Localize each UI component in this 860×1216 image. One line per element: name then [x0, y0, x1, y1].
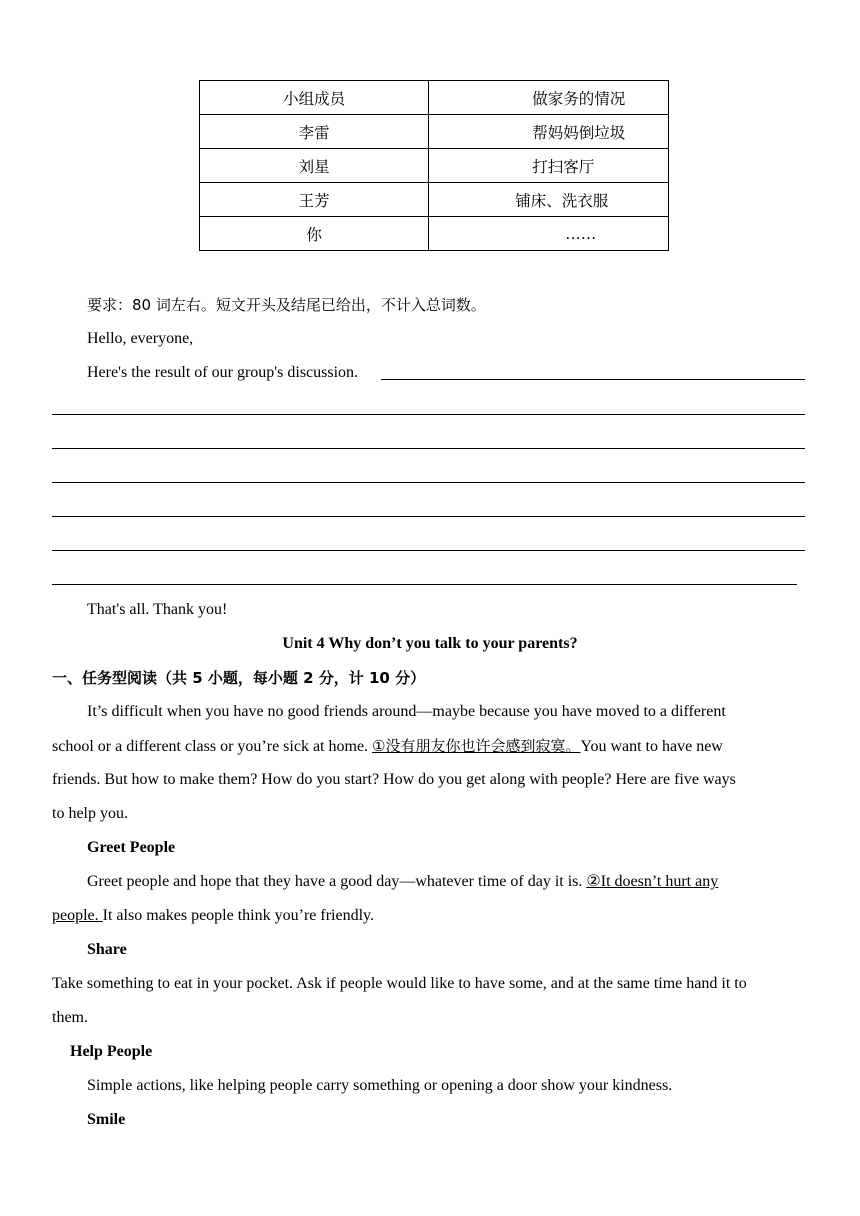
subheading-help-people: Help People: [70, 1043, 153, 1060]
answer-blank[interactable]: [52, 414, 805, 415]
passage-line: them.: [52, 1009, 88, 1026]
passage-line: [52, 736, 723, 757]
passage-line: to help you.: [52, 805, 128, 822]
table-cell-text: 帮妈妈倒垃圾: [532, 123, 626, 142]
table-header-cell: 小组成员: [200, 81, 429, 115]
translation-sentence-1: ①没有朋友你也许会感到寂寞。: [372, 737, 581, 755]
table-cell-chore: [429, 149, 669, 183]
table-cell-chore: [429, 115, 669, 149]
table-header-text: 做家务的情况: [532, 89, 626, 108]
table-cell-text: 铺床、洗衣服: [515, 191, 609, 210]
writing-closing: That's all. Thank you!: [87, 601, 228, 618]
subheading-smile: Smile: [87, 1111, 126, 1128]
writing-requirement: 要求：80 词左右。短文开头及结尾已给出，不计入总词数。: [87, 296, 486, 314]
translation-sentence-2-cont: people.: [52, 907, 103, 924]
table-cell-text: 打扫客厅: [532, 157, 595, 176]
passage-line: [52, 906, 374, 926]
translation-sentence-2: ②It doesn’t hurt any: [586, 873, 719, 890]
passage-text: school or a different class or you’re sick at home.: [52, 738, 373, 755]
table-cell-member: 你: [200, 217, 429, 251]
table-cell-chore: [429, 183, 669, 217]
table-row: [200, 149, 669, 183]
table-row: [200, 115, 669, 149]
answer-blank[interactable]: [381, 379, 805, 380]
answer-blank[interactable]: [52, 550, 805, 551]
passage-text: You want to have new: [580, 738, 723, 755]
unit-title: Unit 4 Why don’t you talk to your parents?: [282, 635, 578, 652]
section-heading: 一、任务型阅读（共 5 小题，每小题 2 分，计 10 分）: [52, 669, 426, 687]
table-header-cell: [429, 81, 669, 115]
table-cell-chore: [429, 217, 669, 251]
subheading-greet-people: Greet People: [87, 839, 176, 856]
passage-text: It also makes people think you’re friendly.: [102, 907, 374, 924]
chores-table: [199, 80, 669, 251]
table-cell-member: 刘星: [200, 149, 429, 183]
passage-line: [87, 872, 718, 892]
answer-blank[interactable]: [52, 516, 805, 517]
answer-blank[interactable]: [52, 448, 805, 449]
table-cell-text: ……: [565, 224, 597, 243]
passage-line: Simple actions, like helping people carry something or opening a door show your kindness.: [87, 1077, 673, 1094]
table-row: [200, 217, 669, 251]
passage-line: It’s difficult when you have no good friends around—maybe because you have moved to a different: [87, 703, 726, 720]
passage-line: friends. But how to make them? How do you start? How do you get along with people? Here are five ways: [52, 771, 736, 788]
table-header-row: [200, 81, 669, 115]
subheading-share: Share: [87, 941, 127, 958]
writing-greeting: Hello, everyone,: [87, 330, 194, 347]
table-cell-member: 王芳: [200, 183, 429, 217]
passage-line: Take something to eat in your pocket. Ask if people would like to have some, and at the same time hand it to: [52, 975, 747, 992]
answer-blank[interactable]: [52, 584, 797, 585]
table-row: [200, 183, 669, 217]
table-cell-member: 李雷: [200, 115, 429, 149]
passage-text: Greet people and hope that they have a good day—whatever time of day it is.: [87, 873, 587, 890]
writing-opening: Here's the result of our group's discussion.: [87, 364, 359, 381]
answer-blank[interactable]: [52, 482, 805, 483]
